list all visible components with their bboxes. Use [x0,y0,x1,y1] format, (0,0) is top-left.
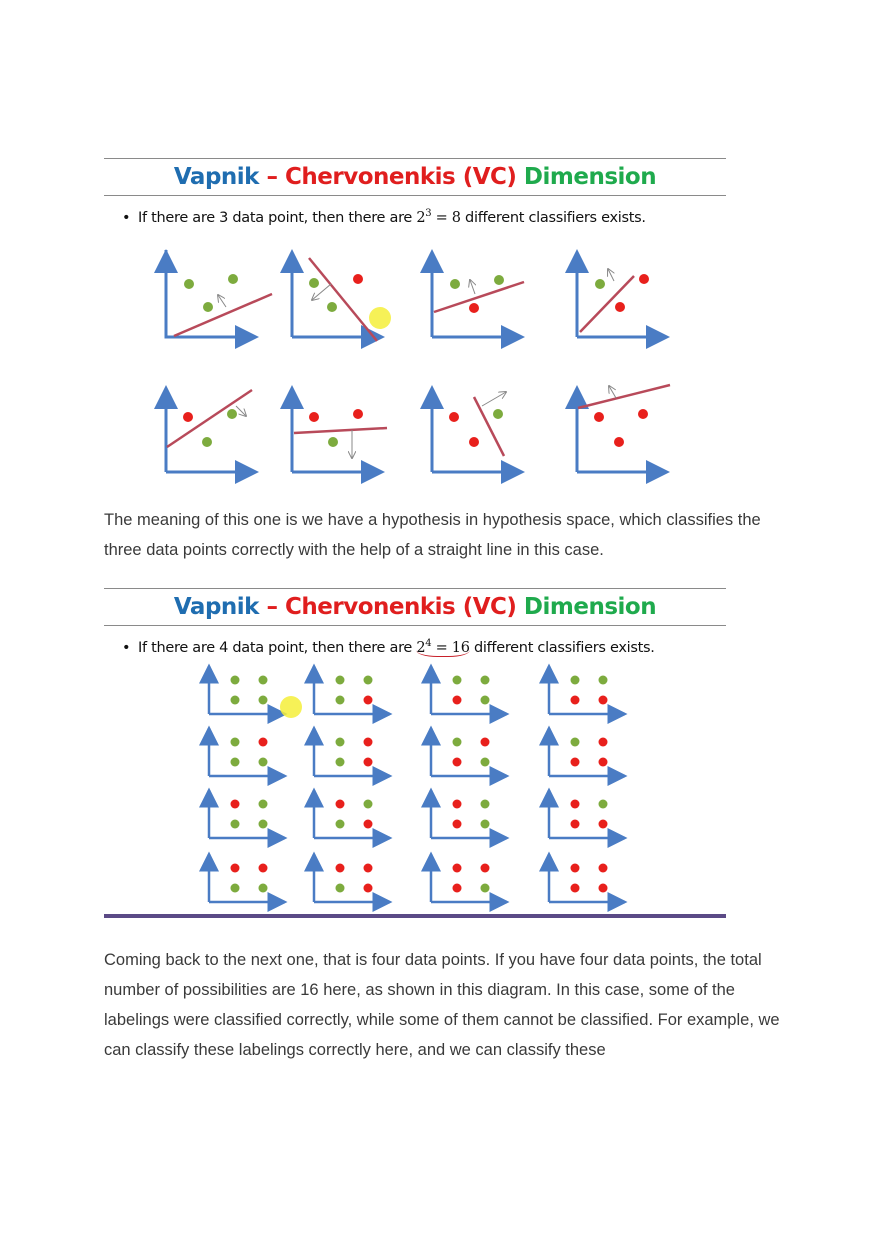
green-point [336,758,345,767]
labeling-plot [549,854,625,902]
slide-title [104,594,726,620]
red-point [453,884,462,893]
green-point [259,676,268,685]
red-point [599,696,608,705]
math-exponent: 4 [425,638,432,649]
slide-top-rule [104,588,726,589]
plot-7 [432,388,522,472]
paragraph-2-text: Coming back to the next one, that is four data points. If you have four data points, the total number of possibilities are 16 here, as shown in this diagram. In this case, some of the labelings were classified correctly, while some of them cannot be classified. For example, we can classify these labelings correctly here, and we can classify these [104,951,780,1059]
green-point [259,758,268,767]
green-point [453,676,462,685]
green-point [231,738,240,747]
red-point [336,864,345,873]
green-point [259,800,268,809]
green-point [231,884,240,893]
labeling-plot [209,728,285,776]
math-equals: = 16 [431,639,470,656]
red-point [453,758,462,767]
labeling-plot [431,854,507,902]
title-dimension: Dimension [516,594,657,620]
plot-1 [166,250,272,337]
red-point [599,738,608,747]
green-point [599,676,608,685]
red-point [481,738,490,747]
green-point [481,676,490,685]
red-point [571,820,580,829]
green-point [231,820,240,829]
slide-title-rule [104,625,726,626]
red-point [259,738,268,747]
green-point [481,820,490,829]
slide-bullet [122,208,646,226]
paragraph-1-text: The meaning of this one is we have a hypothesis in hypothesis space, which classifies the three data points correctly with the help of a straight line in this case. [104,511,761,559]
math-base: 2 [416,209,426,226]
red-point [231,864,240,873]
red-point [231,800,240,809]
red-point [571,884,580,893]
bullet-prefix: If there are 4 data point, then there are [138,639,417,656]
math-equals: = 8 [431,209,461,226]
green-point [571,738,580,747]
green-point [481,800,490,809]
green-point [336,820,345,829]
red-point [364,864,373,873]
labeling-plot [314,790,390,838]
plot-3 [432,252,524,337]
red-point [364,820,373,829]
green-point [336,884,345,893]
paragraph-1 [104,505,784,565]
green-point [571,676,580,685]
plot-5 [166,388,256,472]
cursor-highlight [280,696,302,718]
green-point [364,800,373,809]
slide-bullet [122,638,655,656]
green-point [259,884,268,893]
red-point [259,864,268,873]
red-point [599,864,608,873]
red-point [453,696,462,705]
slide-top-rule [104,158,726,159]
red-point [364,738,373,747]
plot-6 [292,388,387,472]
paragraph-2 [104,945,784,1065]
red-point [599,758,608,767]
red-point [571,864,580,873]
title-vapnik: Vapnik [173,594,259,620]
math-exponent: 3 [425,208,432,219]
labeling-plot [314,666,390,714]
three-point-classifier-grid [104,244,726,484]
slide-title [104,164,726,190]
red-point [481,864,490,873]
green-point [599,800,608,809]
red-point [599,884,608,893]
green-point [336,696,345,705]
title-chervonenkis: Chervonenkis (VC) [285,594,517,620]
title-dash: – [258,164,285,190]
bullet-prefix: If there are 3 data point, then there are [138,209,417,226]
labeling-plot [549,728,625,776]
labeling-plot [431,728,507,776]
four-point-labelings-grid [104,662,726,914]
labeling-plot [549,790,625,838]
green-point [231,696,240,705]
red-point [336,800,345,809]
green-point [453,738,462,747]
slide-3-points [104,156,726,501]
green-point [481,758,490,767]
green-point [481,696,490,705]
green-point [259,820,268,829]
slide-bottom-bar [104,914,726,918]
red-point [453,800,462,809]
red-point [571,696,580,705]
bullet-dot: • [122,639,131,656]
red-point [364,696,373,705]
red-point [571,758,580,767]
bullet-suffix: different classifiers exists. [469,639,655,656]
green-point [481,884,490,893]
title-chervonenkis: Chervonenkis (VC) [285,164,517,190]
green-point [259,696,268,705]
plot-2 [292,252,391,341]
labeling-plot [209,854,285,902]
plot-4 [577,252,667,337]
labeling-plot [431,790,507,838]
green-point [336,676,345,685]
math-base: 2 [416,639,426,656]
green-point [231,676,240,685]
green-point [364,676,373,685]
plot-8 [577,385,670,472]
cursor-highlight [369,307,391,329]
red-point [453,820,462,829]
labeling-plot [314,854,390,902]
labeling-plot [549,666,625,714]
red-point [599,820,608,829]
red-point [364,884,373,893]
labeling-plot [209,666,285,714]
title-dash: – [258,594,285,620]
green-point [336,738,345,747]
bullet-dot: • [122,209,131,226]
red-point [571,800,580,809]
slide-4-points [104,586,726,920]
title-dimension: Dimension [516,164,657,190]
red-point [364,758,373,767]
title-vapnik: Vapnik [173,164,259,190]
labeling-plot [314,728,390,776]
labeling-plot [431,666,507,714]
bullet-suffix: different classifiers exists. [460,209,646,226]
green-point [231,758,240,767]
red-point [453,864,462,873]
slide-title-rule [104,195,726,196]
labeling-plot [209,790,285,838]
